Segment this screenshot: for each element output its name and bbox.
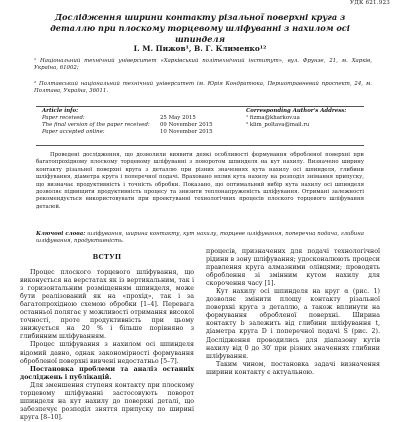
keywords-text: шліфування, ширина контакту, кут нахилу, торцеве шліфування, поперечна подача, глибина шліфування, продуктивність. (36, 231, 365, 245)
email-1[interactable]: ¹ fizma@kharkov.ua (246, 114, 300, 121)
article-info-label: Article info: (42, 108, 79, 114)
meta-rule-top (36, 106, 364, 107)
article-title: Дослідження ширини контакту різальної поверхні круга з деталлю при плоскому торцевому шліфуванні з нахилом осі шпинделя (50, 12, 350, 44)
corresponding-label: Corresponding Author's Address: (246, 108, 347, 114)
problem-paragraph-1: Для зменшення ступеня контакту при плоскому торцевому шліфуванні застосовують поворот шпинделя на кут нахилу до поверхні деталі, що забезпечує розподіл зняття припуску по ширині круга [8–10]. (20, 381, 194, 421)
udc-code: УДК 621.923 (349, 0, 390, 6)
accepted-label: Paper accepted online: (42, 128, 105, 135)
abstract-text: Проведені дослідження, що дозволили виявити деякі особливості формування обробленої поверхні при багатопрохідному плоскому торцевому шліфуванні з поворотом шпинделя на кут нахилу. Визначено ширину контакту різальної поверхні круга з деталлю при різних значеннях кута нахилу осі шпинделя, глибини шліфування, діаметра круга і поперечної подачі. Враховано вплив кута нахилу на розподіл знімання припуску, що визначає продуктивність і точність обробки. Показано, що оптимальний вибір кута нахилу осі шпинделя дозволяє підвищити продуктивність процесу та знизити теплонапруженість шліфування. Отримані залежності рекомендується використовувати при проектуванні технологічних процесів плоского торцевого шліфування деталей. (36, 152, 364, 210)
keywords-label: Ключові слова: (36, 231, 86, 237)
intro-paragraph-2: Процес шліфування з нахилом осі шпинделя відомий давно, однак закономірності формування обробленої поверхні вивчені недостатньо [5–7]. (20, 341, 194, 365)
final-version-date: 09 November 2015 (160, 121, 213, 128)
keywords (36, 231, 364, 246)
article-info-dates (160, 115, 213, 136)
accepted-date: 10 November 2015 (160, 128, 213, 135)
right-paragraph-1: процесів, призначених для подачі технологічної рідини в зону шліфування; удосконалюють процеси правлення круга алмазними олівцями; проводять оброблення зі змінним кутом нахилу для скорочення часу [1]. (206, 248, 380, 288)
body-column-right (206, 248, 380, 377)
problem-heading: Постановка проблеми та аналіз останніх досліджень і публікацій. (20, 365, 194, 381)
intro-heading: ВСТУП (92, 253, 122, 261)
paper-received-label: Paper received: (42, 114, 85, 121)
final-version-label: The final version of the paper received: (42, 121, 150, 128)
article-authors: І. М. Пижов¹, В. Г. Клименко¹² (133, 44, 267, 53)
corresponding-author (246, 108, 346, 129)
meta-rule-bottom (36, 145, 364, 146)
email-2[interactable]: ² klim_poltava@mail.ru (246, 121, 310, 128)
intro-paragraph-1: Процес плоского торцевого шліфування, що виконується на верстатах як із вертикальним, так і з горизонтальним розміщенням шпинделя, може бути реалізований як на «прохід», так і за багатопрохідною схемою обробки [1–4]. Перевага останньої полягає у можливості отримання високої точності, проте продуктивність при цьому знижується на 20 % і більше порівняно з глибинним шліфуванням. (20, 269, 194, 341)
article-info-labels (42, 108, 150, 136)
right-paragraph-3: Таким чином, постановка задачі визначення ширини контакту є актуальною. (206, 360, 380, 376)
affiliation-1: ¹ Національний технічний університет «Харківський політехнічний інститут», вул. Фрунзе, 21, м. Харків, Україна, 61002; (34, 58, 372, 72)
affiliation-2: ² Полтавський національний технічний університет ім. Юрія Кондратюка, Першотравневий проспект, 24, м. Полтава, Україна, 36011. (34, 81, 372, 95)
paper-received-date: 25 May 2015 (160, 115, 196, 121)
right-paragraph-2: Кут нахилу осі шпинделя на круг α (рис. 1) дозволяє змінити площу контакту різальної поверхні круга з деталлю, а також вплинути на формування обробленої поверхні. Ширина контакту b залежить від глибини шліфування t, діаметра круга D і поперечної подачі S (рис. 2). Дослідження проводились для діапазону кутів нахилу від 0 до 30′ при різних значеннях глибини шліфування. (206, 288, 380, 360)
article-meta-box (36, 106, 364, 146)
body-column-left (20, 248, 194, 422)
